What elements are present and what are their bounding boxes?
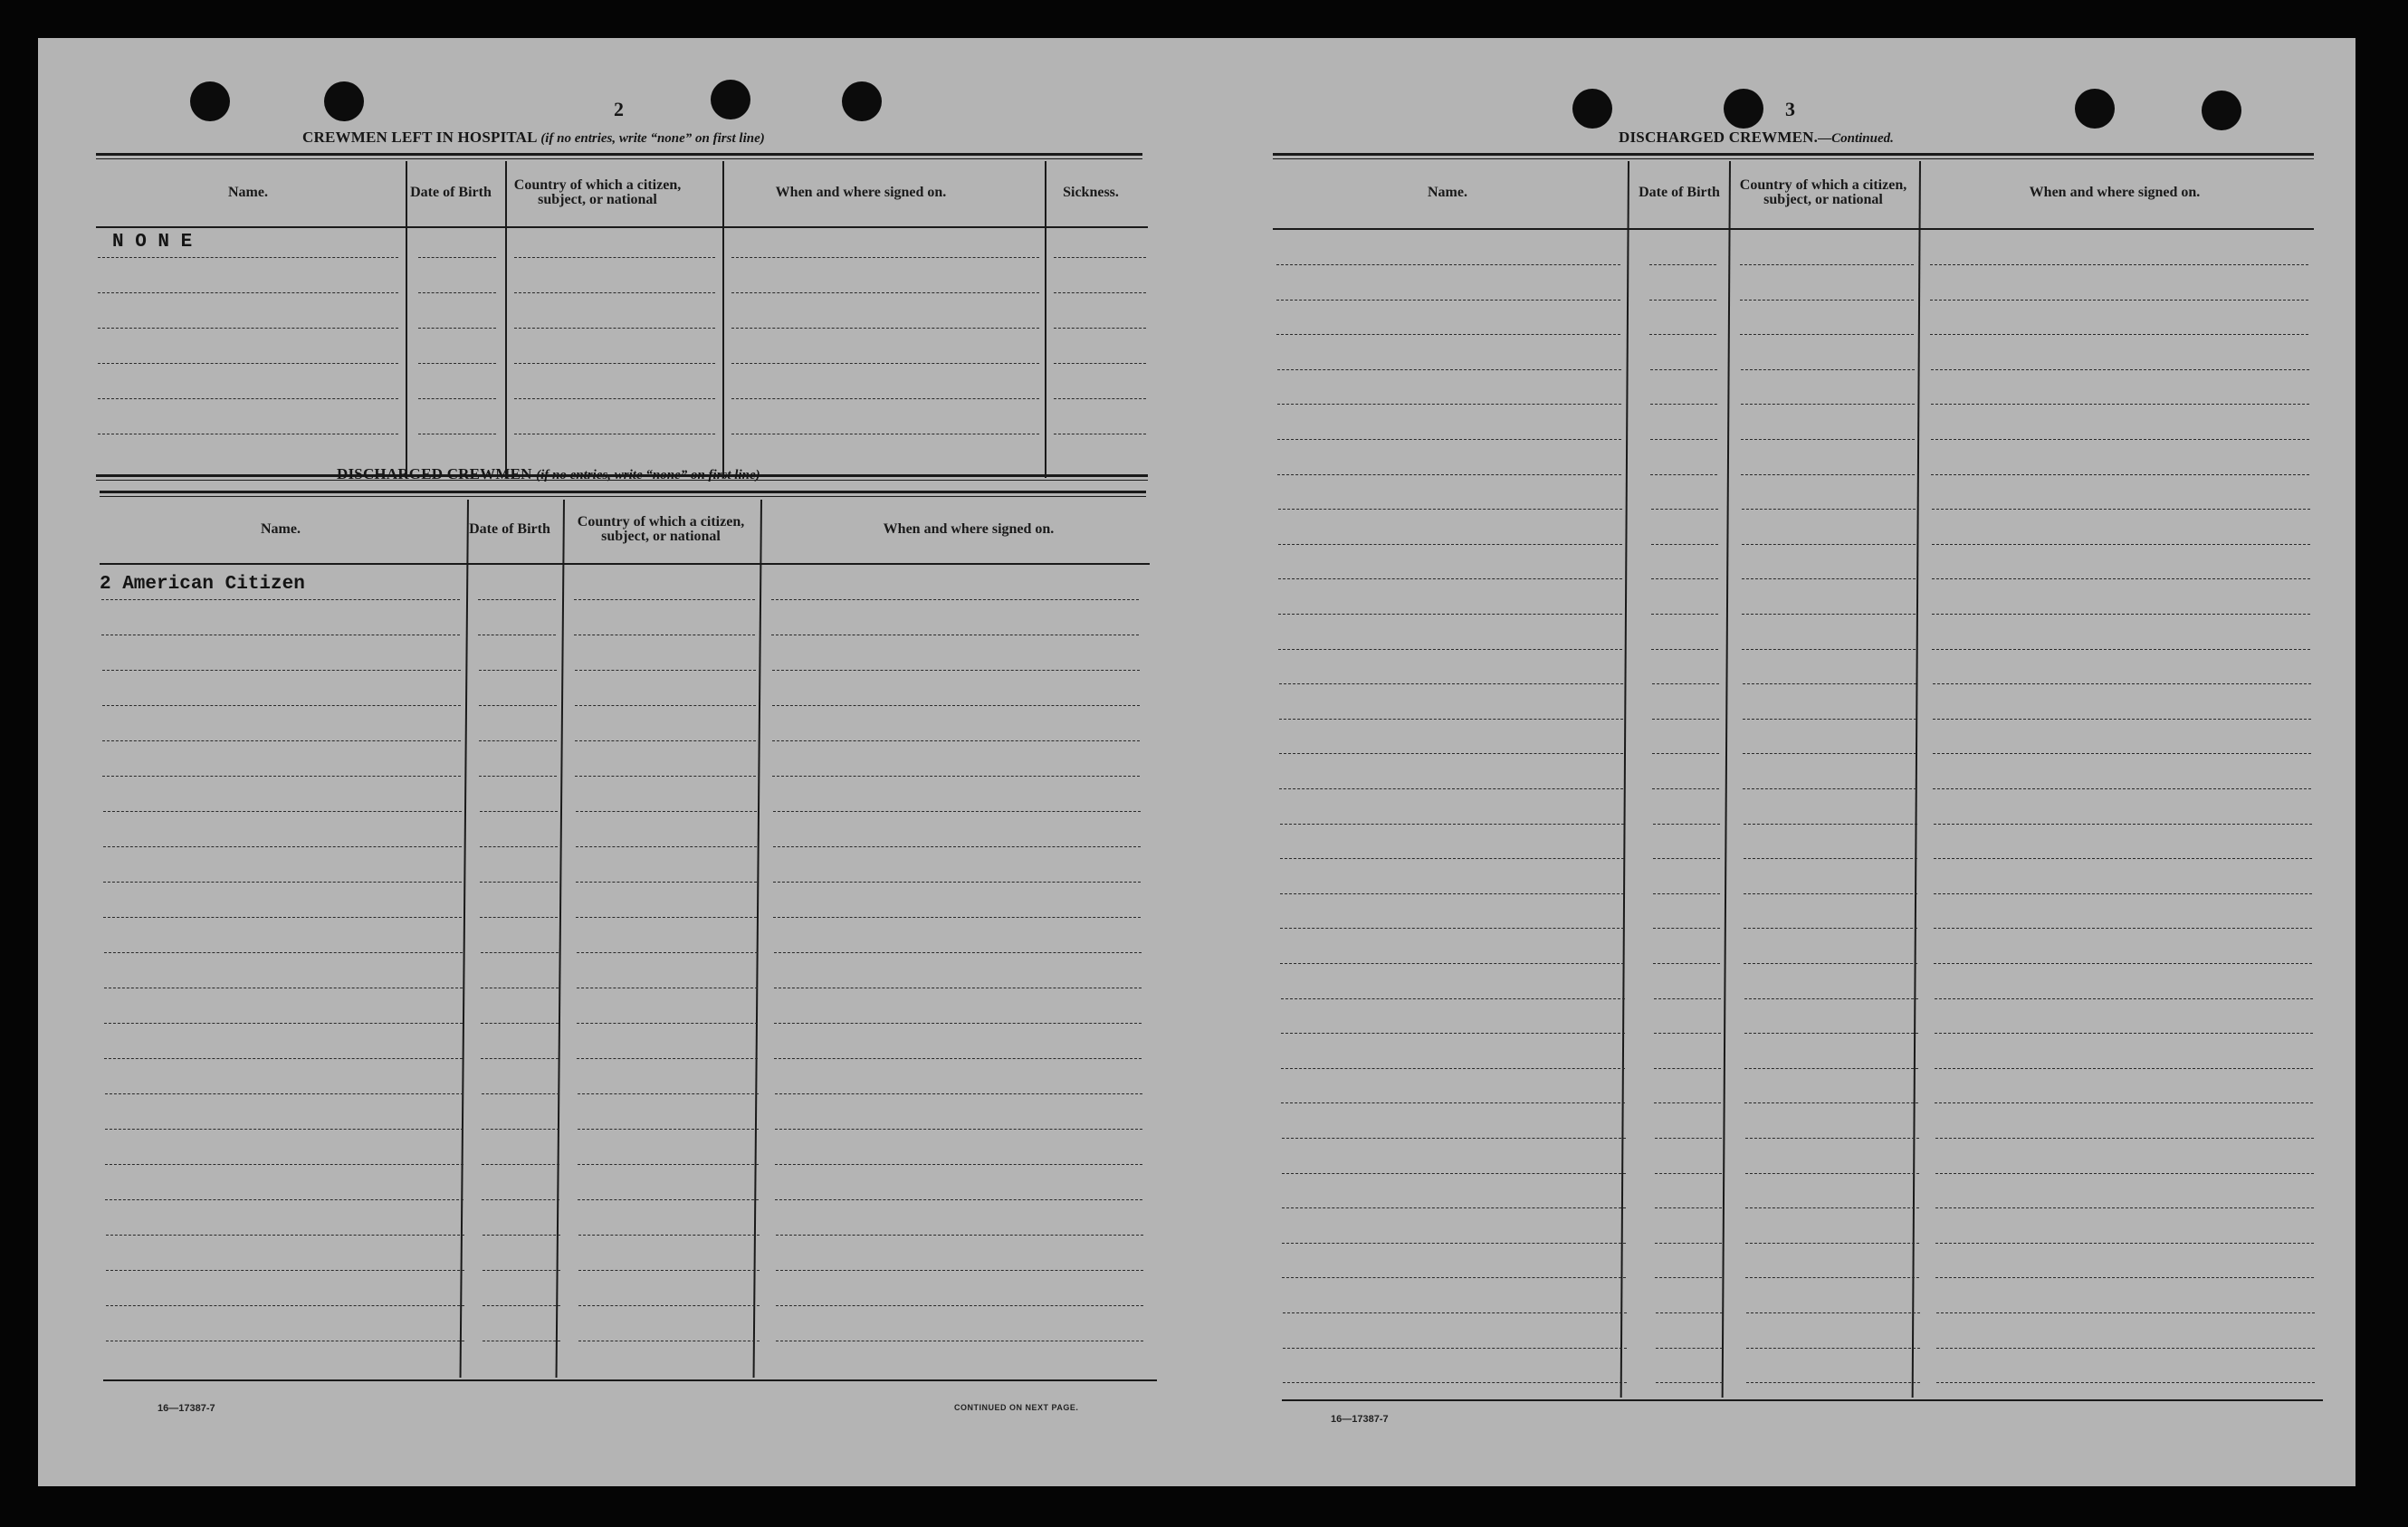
punch-hole bbox=[1724, 89, 1763, 129]
ruled-line bbox=[1654, 1102, 1721, 1103]
column-header-date-of-birth: Date of Birth bbox=[410, 185, 492, 200]
ruled-line bbox=[1744, 1068, 1918, 1069]
ruled-line bbox=[1745, 1173, 1919, 1174]
ruled-line bbox=[482, 1129, 559, 1130]
ruled-line bbox=[1282, 1207, 1626, 1208]
punch-hole bbox=[2202, 91, 2241, 130]
ruled-line bbox=[576, 811, 757, 812]
ruled-line bbox=[772, 705, 1140, 706]
ruled-line bbox=[514, 292, 715, 293]
ruled-line bbox=[575, 740, 756, 741]
ruled-line bbox=[1934, 824, 2312, 825]
ruled-line bbox=[576, 846, 757, 847]
ruled-line bbox=[1655, 1207, 1722, 1208]
ruled-line bbox=[1279, 788, 1623, 789]
ruled-line bbox=[1745, 1277, 1919, 1278]
ruled-line bbox=[774, 1023, 1142, 1024]
ruled-line bbox=[1282, 1243, 1626, 1244]
column-header-name: Name. bbox=[228, 185, 268, 200]
ruled-line bbox=[1935, 1102, 2313, 1103]
ruled-line bbox=[1742, 544, 1916, 545]
ruled-line bbox=[1654, 1068, 1721, 1069]
right-top-rule bbox=[1273, 153, 2314, 159]
ruled-line bbox=[1742, 649, 1916, 650]
ruled-line bbox=[1651, 544, 1718, 545]
hospital-table bbox=[96, 161, 1146, 480]
ruled-line bbox=[103, 917, 462, 918]
ruled-line bbox=[1743, 719, 1916, 720]
ruled-line bbox=[1054, 328, 1146, 329]
ruled-line bbox=[574, 599, 755, 600]
ruled-line bbox=[1280, 824, 1624, 825]
ruled-line bbox=[771, 599, 1139, 600]
punch-hole bbox=[2075, 89, 2115, 129]
ruled-line bbox=[1649, 264, 1716, 265]
column-divider bbox=[1045, 161, 1046, 478]
column-divider bbox=[1620, 161, 1629, 1398]
ruled-line bbox=[105, 1199, 463, 1200]
ruled-line bbox=[577, 1058, 758, 1059]
ruled-line bbox=[103, 846, 462, 847]
column-header-country: Country of which a citizen, subject, or national bbox=[513, 177, 682, 207]
ruled-line bbox=[106, 1270, 464, 1271]
ruled-line bbox=[578, 1235, 760, 1236]
discharged-continued-title: DISCHARGED CREWMEN.—Continued. bbox=[1619, 129, 1894, 146]
ruled-line bbox=[1656, 1312, 1723, 1313]
ruled-line bbox=[1935, 1173, 2314, 1174]
column-divider bbox=[722, 161, 724, 478]
ruled-line bbox=[1741, 439, 1915, 440]
ruled-line bbox=[731, 328, 1039, 329]
ruled-line bbox=[1933, 753, 2311, 754]
punch-hole bbox=[711, 80, 750, 119]
ruled-line bbox=[1936, 1312, 2315, 1313]
ruled-line bbox=[1931, 474, 2309, 475]
ruled-line bbox=[1651, 509, 1718, 510]
ruled-line bbox=[1651, 614, 1718, 615]
ruled-line bbox=[1281, 1068, 1625, 1069]
ruled-line bbox=[1277, 369, 1621, 370]
ruled-line bbox=[1656, 1382, 1723, 1383]
ruled-line bbox=[103, 811, 462, 812]
ruled-line bbox=[1282, 1138, 1626, 1139]
ruled-line bbox=[480, 917, 558, 918]
column-divider bbox=[1722, 161, 1731, 1398]
header-rule bbox=[96, 226, 1148, 228]
ruled-line bbox=[1650, 474, 1717, 475]
ruled-line bbox=[1653, 824, 1720, 825]
ruled-line bbox=[1935, 1138, 2314, 1139]
ruled-line bbox=[1744, 893, 1917, 894]
ruled-line bbox=[483, 1235, 560, 1236]
ruled-line bbox=[1652, 719, 1719, 720]
ruled-line bbox=[104, 952, 463, 953]
ruled-line bbox=[480, 846, 558, 847]
ruled-line bbox=[773, 917, 1141, 918]
ruled-line bbox=[1933, 788, 2311, 789]
ruled-line bbox=[482, 1199, 559, 1200]
ruled-line bbox=[1930, 264, 2308, 265]
ruled-line bbox=[1654, 998, 1721, 999]
discharged-entry-1: 2 American Citizen bbox=[100, 574, 305, 595]
ruled-line bbox=[98, 398, 398, 399]
ruled-line bbox=[1936, 1348, 2315, 1349]
ruled-line bbox=[479, 705, 557, 706]
ruled-line bbox=[1935, 1243, 2314, 1244]
ruled-line bbox=[1740, 300, 1914, 301]
ruled-line bbox=[106, 1305, 464, 1306]
ruled-line bbox=[775, 1129, 1142, 1130]
ruled-line bbox=[1744, 963, 1917, 964]
ruled-line bbox=[1746, 1312, 1920, 1313]
ruled-line bbox=[1653, 963, 1720, 964]
ruled-line bbox=[575, 670, 756, 671]
ruled-line bbox=[1651, 578, 1718, 579]
ruled-line bbox=[479, 670, 557, 671]
ruled-line bbox=[1935, 1068, 2313, 1069]
ruled-line bbox=[774, 952, 1142, 953]
column-divider bbox=[505, 161, 507, 478]
ruled-line bbox=[1281, 998, 1625, 999]
hospital-top-rule bbox=[96, 153, 1142, 159]
ruled-line bbox=[105, 1164, 463, 1165]
ruled-line bbox=[104, 1058, 463, 1059]
ruled-line bbox=[1654, 1033, 1721, 1034]
ruled-line bbox=[575, 705, 756, 706]
ruled-line bbox=[1282, 1277, 1626, 1278]
ruled-line bbox=[1655, 1243, 1722, 1244]
ruled-line bbox=[1743, 788, 1916, 789]
ruled-line bbox=[774, 1058, 1142, 1059]
ruled-line bbox=[1279, 719, 1623, 720]
ruled-line bbox=[480, 811, 558, 812]
ruled-line bbox=[1935, 1033, 2313, 1034]
ruled-line bbox=[578, 1305, 760, 1306]
ruled-line bbox=[1745, 1243, 1919, 1244]
hospital-entry-1: N O N E bbox=[112, 232, 193, 253]
ruled-line bbox=[1931, 369, 2309, 370]
ruled-line bbox=[1278, 578, 1622, 579]
ruled-line bbox=[102, 740, 461, 741]
column-divider bbox=[1912, 161, 1921, 1398]
discharged-table-right bbox=[1273, 161, 2323, 1446]
ruled-line bbox=[1655, 1277, 1722, 1278]
ruled-line bbox=[1932, 544, 2310, 545]
ruled-line bbox=[1653, 893, 1720, 894]
ruled-line bbox=[1935, 998, 2313, 999]
ruled-line bbox=[101, 599, 460, 600]
ruled-line bbox=[1934, 893, 2312, 894]
ruled-line bbox=[102, 776, 461, 777]
ruled-line bbox=[1282, 1173, 1626, 1174]
ruled-line bbox=[1649, 334, 1716, 335]
ruled-line bbox=[1279, 683, 1623, 684]
column-header-signed-on: When and where signed on. bbox=[2029, 185, 2201, 200]
ruled-line bbox=[514, 363, 715, 364]
column-divider bbox=[556, 500, 565, 1378]
ruled-line bbox=[773, 811, 1141, 812]
ruled-line bbox=[481, 952, 559, 953]
ruled-line bbox=[1746, 1382, 1920, 1383]
ruled-line bbox=[1932, 578, 2310, 579]
ruled-line bbox=[1933, 683, 2311, 684]
ruled-line bbox=[478, 599, 556, 600]
ruled-line bbox=[1054, 257, 1146, 258]
ruled-line bbox=[1744, 858, 1917, 859]
ruled-line bbox=[1656, 1348, 1723, 1349]
ruled-line bbox=[1650, 404, 1717, 405]
ruled-line bbox=[514, 398, 715, 399]
ruled-line bbox=[578, 1129, 759, 1130]
ruled-line bbox=[1652, 753, 1719, 754]
ruled-line bbox=[1278, 509, 1622, 510]
ruled-line bbox=[1741, 474, 1915, 475]
ruled-line bbox=[1649, 300, 1716, 301]
column-header-sickness: Sickness. bbox=[1063, 185, 1119, 200]
ruled-line bbox=[1278, 544, 1622, 545]
ruled-line bbox=[1743, 683, 1916, 684]
ruled-line bbox=[1744, 928, 1917, 929]
ruled-line bbox=[1740, 264, 1914, 265]
continued-note: CONTINUED ON NEXT PAGE. bbox=[954, 1403, 1079, 1412]
column-header-name: Name. bbox=[261, 521, 301, 537]
ruled-line bbox=[514, 257, 715, 258]
ruled-line bbox=[1280, 928, 1624, 929]
ruled-line bbox=[578, 1270, 760, 1271]
ruled-line bbox=[102, 705, 461, 706]
column-header-date-of-birth: Date of Birth bbox=[1639, 185, 1720, 200]
ruled-line bbox=[98, 257, 398, 258]
ruled-line bbox=[1933, 719, 2311, 720]
ruled-line bbox=[576, 917, 757, 918]
ruled-line bbox=[1655, 1173, 1722, 1174]
ruled-line bbox=[482, 1164, 559, 1165]
ruled-line bbox=[1279, 753, 1623, 754]
ruled-line bbox=[1740, 334, 1914, 335]
ruled-line bbox=[105, 1129, 463, 1130]
ruled-line bbox=[772, 776, 1140, 777]
ruled-line bbox=[480, 882, 558, 883]
ruled-line bbox=[418, 363, 496, 364]
ruled-line bbox=[1652, 788, 1719, 789]
ruled-line bbox=[1278, 614, 1622, 615]
ruled-line bbox=[1930, 334, 2308, 335]
ruled-line bbox=[514, 328, 715, 329]
ruled-line bbox=[1054, 398, 1146, 399]
ruled-line bbox=[1054, 292, 1146, 293]
hospital-section-title: CREWMEN LEFT IN HOSPITAL (if no entries, write “none” on first line) bbox=[302, 129, 765, 146]
document-sheet bbox=[38, 38, 2355, 1486]
ruled-line bbox=[577, 1023, 758, 1024]
header-rule bbox=[100, 563, 1150, 565]
ruled-line bbox=[1932, 509, 2310, 510]
ruled-line bbox=[1281, 1102, 1625, 1103]
ruled-line bbox=[1934, 858, 2312, 859]
ruled-line bbox=[1742, 578, 1916, 579]
right-bottom-rule bbox=[1282, 1399, 2323, 1401]
punch-hole bbox=[190, 81, 230, 121]
ruled-line bbox=[1277, 404, 1621, 405]
ruled-line bbox=[1653, 858, 1720, 859]
column-header-signed-on: When and where signed on. bbox=[775, 185, 947, 200]
header-rule bbox=[1273, 228, 2314, 230]
ruled-line bbox=[578, 1164, 759, 1165]
ruled-line bbox=[102, 670, 461, 671]
discharged-table-left bbox=[100, 500, 1150, 1405]
ruled-line bbox=[1280, 858, 1624, 859]
ruled-line bbox=[1745, 1207, 1919, 1208]
ruled-line bbox=[1936, 1382, 2315, 1383]
ruled-line bbox=[103, 882, 462, 883]
ruled-line bbox=[1283, 1348, 1627, 1349]
ruled-line bbox=[1935, 1207, 2314, 1208]
column-header-country: Country of which a citizen, subject, or national bbox=[1739, 177, 1907, 207]
ruled-line bbox=[1651, 649, 1718, 650]
column-header-date-of-birth: Date of Birth bbox=[469, 521, 550, 537]
ruled-line bbox=[1935, 1277, 2314, 1278]
column-header-signed-on: When and where signed on. bbox=[883, 521, 1055, 537]
ruled-line bbox=[1650, 369, 1717, 370]
ruled-line bbox=[98, 292, 398, 293]
ruled-line bbox=[1744, 824, 1917, 825]
ruled-line bbox=[482, 1093, 559, 1094]
ruled-line bbox=[1276, 300, 1620, 301]
ruled-line bbox=[1054, 363, 1146, 364]
ruled-line bbox=[418, 328, 496, 329]
discharged-section-title: DISCHARGED CREWMEN (if no entries, write “none” on first line) bbox=[337, 465, 760, 482]
discharged-bottom-rule bbox=[103, 1379, 1157, 1381]
ruled-line bbox=[418, 292, 496, 293]
ruled-line bbox=[578, 1199, 759, 1200]
ruled-line bbox=[98, 328, 398, 329]
ruled-line bbox=[775, 1164, 1142, 1165]
ruled-line bbox=[577, 952, 758, 953]
ruled-line bbox=[1281, 1033, 1625, 1034]
ruled-line bbox=[1744, 1102, 1918, 1103]
ruled-line bbox=[481, 1023, 559, 1024]
form-number-left: 16—17387-7 bbox=[158, 1403, 215, 1414]
ruled-line bbox=[776, 1305, 1143, 1306]
ruled-line bbox=[1744, 1033, 1918, 1034]
ruled-line bbox=[1742, 614, 1916, 615]
ruled-line bbox=[1278, 649, 1622, 650]
ruled-line bbox=[773, 846, 1141, 847]
ruled-line bbox=[1744, 998, 1918, 999]
ruled-line bbox=[418, 398, 496, 399]
ruled-line bbox=[1934, 963, 2312, 964]
ruled-line bbox=[1743, 753, 1916, 754]
punch-hole bbox=[1572, 89, 1612, 129]
page-number-right: 3 bbox=[1785, 98, 1795, 120]
punch-hole bbox=[842, 81, 882, 121]
ruled-line bbox=[1653, 928, 1720, 929]
column-divider bbox=[753, 500, 762, 1378]
ruled-line bbox=[1741, 404, 1915, 405]
ruled-line bbox=[479, 740, 557, 741]
ruled-line bbox=[1652, 683, 1719, 684]
discharged-top-rule bbox=[100, 491, 1146, 497]
ruled-line bbox=[731, 292, 1039, 293]
ruled-line bbox=[1931, 439, 2309, 440]
ruled-line bbox=[575, 776, 756, 777]
ruled-line bbox=[479, 776, 557, 777]
page-number-left: 2 bbox=[614, 98, 624, 120]
ruled-line bbox=[731, 257, 1039, 258]
ruled-line bbox=[773, 882, 1141, 883]
ruled-line bbox=[1277, 439, 1621, 440]
ruled-line bbox=[772, 740, 1140, 741]
ruled-line bbox=[481, 1058, 559, 1059]
ruled-line bbox=[1746, 1348, 1920, 1349]
punch-hole bbox=[324, 81, 364, 121]
ruled-line bbox=[1930, 300, 2308, 301]
ruled-line bbox=[775, 1199, 1142, 1200]
ruled-line bbox=[1745, 1138, 1919, 1139]
form-number-right: 16—17387-7 bbox=[1331, 1414, 1389, 1425]
ruled-line bbox=[772, 670, 1140, 671]
ruled-line bbox=[1283, 1382, 1627, 1383]
ruled-line bbox=[576, 882, 757, 883]
ruled-line bbox=[1276, 264, 1620, 265]
ruled-line bbox=[1277, 474, 1621, 475]
ruled-line bbox=[1655, 1138, 1722, 1139]
ruled-line bbox=[1650, 439, 1717, 440]
column-divider bbox=[460, 500, 469, 1378]
ruled-line bbox=[731, 363, 1039, 364]
ruled-line bbox=[483, 1270, 560, 1271]
ruled-line bbox=[1741, 369, 1915, 370]
ruled-line bbox=[1931, 404, 2309, 405]
column-divider bbox=[406, 161, 407, 478]
ruled-line bbox=[1932, 614, 2310, 615]
ruled-line bbox=[1742, 509, 1916, 510]
column-header-name: Name. bbox=[1428, 185, 1467, 200]
ruled-line bbox=[1934, 928, 2312, 929]
ruled-line bbox=[578, 1093, 759, 1094]
ruled-line bbox=[106, 1235, 464, 1236]
ruled-line bbox=[775, 1093, 1142, 1094]
ruled-line bbox=[98, 363, 398, 364]
ruled-line bbox=[1932, 649, 2310, 650]
ruled-line bbox=[1283, 1312, 1627, 1313]
column-header-country: Country of which a citizen, subject, or national bbox=[577, 514, 745, 544]
ruled-line bbox=[1280, 893, 1624, 894]
ruled-line bbox=[776, 1270, 1143, 1271]
ruled-line bbox=[731, 398, 1039, 399]
ruled-line bbox=[105, 1093, 463, 1094]
ruled-line bbox=[1276, 334, 1620, 335]
ruled-line bbox=[104, 1023, 463, 1024]
ruled-line bbox=[418, 257, 496, 258]
ruled-line bbox=[1280, 963, 1624, 964]
ruled-line bbox=[776, 1235, 1143, 1236]
ruled-line bbox=[483, 1305, 560, 1306]
